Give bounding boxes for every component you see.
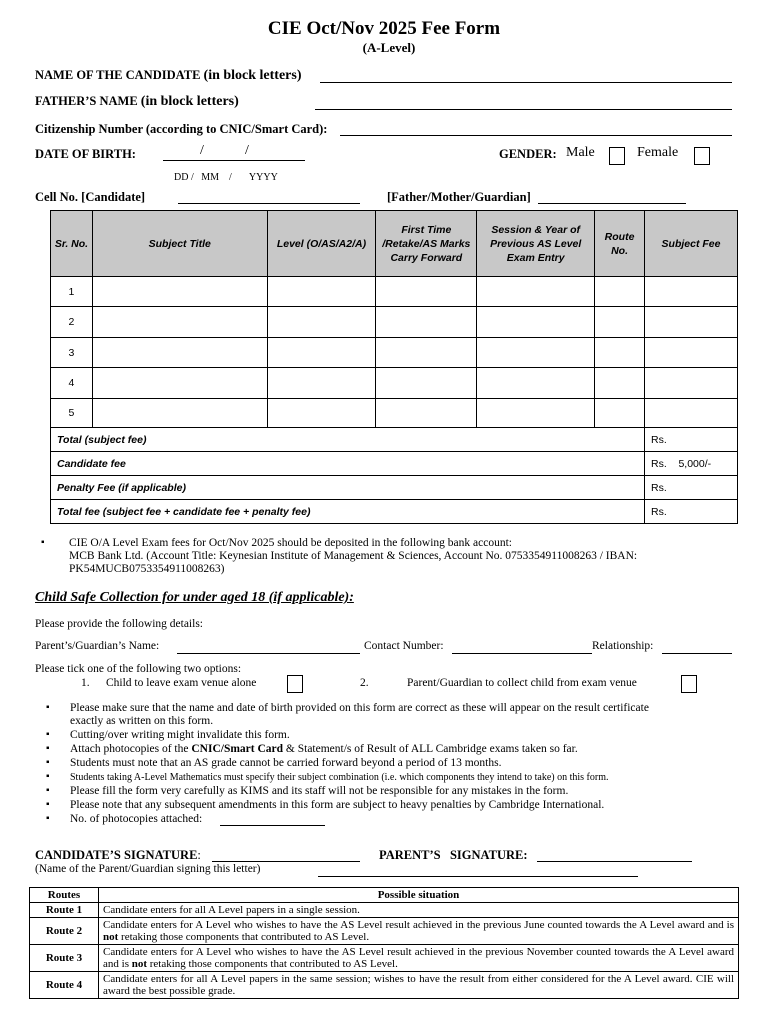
dob-slash-1: / xyxy=(200,143,204,158)
cell-route[interactable] xyxy=(595,399,645,428)
header-first-time: First Time /Retake/AS Marks Carry Forward xyxy=(376,211,477,277)
route-label: Route 2 xyxy=(30,918,99,945)
route-label: Route 3 xyxy=(30,945,99,972)
cell-first-time[interactable] xyxy=(376,399,477,428)
note-fill-carefully: Please fill the form very carefully as KIMS and its staff will not be responsible for any mistakes in the form. xyxy=(70,785,569,797)
candidate-fee-label: Candidate fee xyxy=(51,452,645,476)
cell-level[interactable] xyxy=(267,277,376,307)
total-subject-fee-label: Total (subject fee) xyxy=(51,428,645,452)
bank-note: CIE O/A Level Exam fees for Oct/Nov 2025 should be deposited in the following bank account: MCB Bank Ltd. (Account Title: Keynesian Institute of Management & Sciences, Account No. 0753354911008263 / IBAN: PK54MUCB0753354911008263) xyxy=(69,537,638,575)
contact-number-label: Contact Number: xyxy=(364,640,444,652)
cell-session[interactable] xyxy=(477,307,595,338)
route-label: Route 4 xyxy=(30,972,99,999)
table-row xyxy=(30,972,739,999)
table-row xyxy=(30,903,739,918)
table-row xyxy=(30,945,739,972)
parent-signature-field[interactable] xyxy=(537,861,692,862)
header-route-no: Route No. xyxy=(595,211,645,277)
cell-subject[interactable] xyxy=(92,338,267,368)
contact-number-field[interactable] xyxy=(452,653,592,654)
header-subject-title: Subject Title xyxy=(92,211,267,277)
header-sr-no: Sr. No. xyxy=(51,211,93,277)
penalty-fee-label: Penalty Fee (if applicable) xyxy=(51,476,645,500)
table-row xyxy=(51,277,738,307)
note-mathematics: Students taking A-Level Mathematics must specify their subject combination (i.e. which components they intend to take) on this form. xyxy=(70,772,609,783)
cell-first-time[interactable] xyxy=(376,338,477,368)
tick-intro: Please tick one of the following two options: xyxy=(35,663,242,675)
bullet-icon: ▪ xyxy=(46,813,50,824)
parent-signature-label: PARENT’S SIGNATURE: xyxy=(379,848,528,862)
option-2-label: Parent/Guardian to collect child from exam venue xyxy=(407,677,637,689)
total-subject-fee-value[interactable]: Rs. xyxy=(645,428,738,452)
note-attach-photocopies: Attach photocopies of the CNIC/Smart Card & Statement/s of Result of ALL Cambridge exams taken so far. xyxy=(70,743,578,755)
cell-fee[interactable] xyxy=(645,338,738,368)
total-fee-label: Total fee (subject fee + candidate fee + penalty fee) xyxy=(51,500,645,524)
table-row xyxy=(51,368,738,399)
total-subject-fee-row xyxy=(51,428,738,452)
routes-header-situation: Possible situation xyxy=(99,888,739,903)
cell-level[interactable] xyxy=(267,338,376,368)
option-1-number: 1. xyxy=(81,677,90,689)
bullet-icon: ▪ xyxy=(46,799,50,810)
child-safe-heading: Child Safe Collection for under aged 18 (if applicable): xyxy=(35,590,354,605)
cell-level[interactable] xyxy=(267,368,376,399)
route-description: Candidate enters for all A Level papers in a single session. xyxy=(99,903,739,918)
bullet-icon: ▪ xyxy=(46,757,50,768)
route-description: Candidate enters for A Level who wishes to have the AS Level result achieved in the previous November counted towards the A Level award and is not retaking those components that contributed to AS Level. xyxy=(99,945,739,972)
female-checkbox[interactable] xyxy=(694,147,710,165)
cell-subject[interactable] xyxy=(92,307,267,338)
candidate-signature-label: CANDIDATE’S SIGNATURE: xyxy=(35,848,201,862)
cell-first-time[interactable] xyxy=(376,277,477,307)
table-row xyxy=(30,918,739,945)
note-as-grade: Students must note that an AS grade cannot be carried forward beyond a period of 13 months. xyxy=(70,757,502,769)
subject-table xyxy=(50,210,738,524)
routes-table xyxy=(29,887,739,999)
cell-candidate-label: Cell No. [Candidate] xyxy=(35,190,146,204)
penalty-fee-value[interactable]: Rs. xyxy=(645,476,738,500)
cell-first-time[interactable] xyxy=(376,307,477,338)
header-session-year: Session & Year of Previous AS Level Exam Entry xyxy=(477,211,595,277)
female-label: Female xyxy=(637,145,679,160)
routes-header-routes: Routes xyxy=(30,888,99,903)
form-subtitle: (A-Level) xyxy=(362,40,416,55)
candidate-fee-row xyxy=(51,452,738,476)
father-name-label: FATHER’S NAME (in block letters) xyxy=(35,94,239,109)
cell-session[interactable] xyxy=(477,399,595,428)
option-1-label: Child to leave exam venue alone xyxy=(106,677,257,689)
cell-fee[interactable] xyxy=(645,399,738,428)
cell-level[interactable] xyxy=(267,399,376,428)
bullet-icon: ▪ xyxy=(46,771,50,782)
note-cutting: Cutting/over writing might invalidate this form. xyxy=(70,729,290,741)
dob-slash-2: / xyxy=(245,143,249,158)
form-title: CIE Oct/Nov 2025 Fee Form xyxy=(267,18,501,39)
cell-first-time[interactable] xyxy=(376,368,477,399)
father-name-field[interactable] xyxy=(315,109,732,110)
relationship-label: Relationship: xyxy=(592,640,654,652)
row-sr: 2 xyxy=(51,307,93,338)
cell-fee[interactable] xyxy=(645,368,738,399)
cell-session[interactable] xyxy=(477,277,595,307)
bullet-icon: ▪ xyxy=(46,729,50,740)
cell-guardian-label: [Father/Mother/Guardian] xyxy=(387,190,531,204)
cell-route[interactable] xyxy=(595,338,645,368)
cell-session[interactable] xyxy=(477,338,595,368)
cell-subject[interactable] xyxy=(92,399,267,428)
dob-format-hint: DD / MM / YYYY xyxy=(174,172,278,183)
cell-guardian-field[interactable] xyxy=(538,203,686,204)
option-2-number: 2. xyxy=(360,677,369,689)
bullet-icon: ▪ xyxy=(41,537,45,548)
candidate-name-label: NAME OF THE CANDIDATE (in block letters) xyxy=(35,68,302,83)
dob-field[interactable] xyxy=(163,160,305,161)
header-subject-fee: Subject Fee xyxy=(645,211,738,277)
bullet-icon: ▪ xyxy=(46,785,50,796)
option-1-checkbox[interactable] xyxy=(287,675,303,693)
option-2-checkbox[interactable] xyxy=(681,675,697,693)
cell-route[interactable] xyxy=(595,307,645,338)
male-checkbox[interactable] xyxy=(609,147,625,165)
candidate-name-field[interactable] xyxy=(320,82,732,83)
row-sr: 1 xyxy=(51,277,93,307)
dob-label: DATE OF BIRTH: xyxy=(35,147,136,161)
parent-name-field[interactable] xyxy=(177,653,360,654)
header-level: Level (O/AS/A2/A) xyxy=(267,211,376,277)
cell-candidate-field[interactable] xyxy=(178,203,360,204)
note-photocopies-count: No. of photocopies attached: xyxy=(70,813,203,825)
candidate-fee-value: Rs. 5,000/- xyxy=(645,452,738,476)
cell-route[interactable] xyxy=(595,368,645,399)
child-safe-intro: Please provide the following details: xyxy=(35,618,203,630)
parent-name-note: (Name of the Parent/Guardian signing this letter) xyxy=(35,863,261,875)
total-fee-row xyxy=(51,500,738,524)
note-name-dob: Please make sure that the name and date of birth provided on this form are correct as these will appear on the result certificate exactly as written on this form. xyxy=(70,702,649,727)
photocopies-count-field[interactable] xyxy=(220,825,325,826)
parent-name-signing-field[interactable] xyxy=(318,876,638,877)
cell-subject[interactable] xyxy=(92,368,267,399)
route-description: Candidate enters for all A Level papers in the same session; wishes to have the result from either considered for the A Level award. CIE will award the best possible grade. xyxy=(99,972,739,999)
table-row xyxy=(51,399,738,428)
candidate-signature-field[interactable] xyxy=(212,861,360,862)
note-amendments: Please note that any subsequent amendments in this form are subject to heavy penalties by Cambridge International. xyxy=(70,799,605,811)
cell-fee[interactable] xyxy=(645,277,738,307)
cell-subject[interactable] xyxy=(92,277,267,307)
cell-level[interactable] xyxy=(267,307,376,338)
penalty-fee-row xyxy=(51,476,738,500)
cell-fee[interactable] xyxy=(645,307,738,338)
row-sr: 5 xyxy=(51,399,93,428)
male-label: Male xyxy=(566,145,595,160)
table-row xyxy=(51,307,738,338)
row-sr: 3 xyxy=(51,338,93,368)
gender-label: GENDER: xyxy=(499,147,557,161)
table-row xyxy=(51,338,738,368)
total-fee-value[interactable]: Rs. xyxy=(645,500,738,524)
citizenship-field[interactable] xyxy=(340,135,732,136)
route-description: Candidate enters for A Level who wishes to have the AS Level result achieved in the previous June counted towards the A Level award and is not retaking those components that contributed to AS Level. xyxy=(99,918,739,945)
citizenship-label: Citizenship Number (according to CNIC/Smart Card): xyxy=(35,122,328,136)
route-label: Route 1 xyxy=(30,903,99,918)
row-sr: 4 xyxy=(51,368,93,399)
cell-route[interactable] xyxy=(595,277,645,307)
cell-session[interactable] xyxy=(477,368,595,399)
parent-name-label: Parent’s/Guardian’s Name: xyxy=(35,640,160,652)
subject-table-header xyxy=(51,211,738,277)
bullet-icon: ▪ xyxy=(46,743,50,754)
bullet-icon: ▪ xyxy=(46,702,50,713)
routes-header xyxy=(30,888,739,903)
relationship-field[interactable] xyxy=(662,653,732,654)
